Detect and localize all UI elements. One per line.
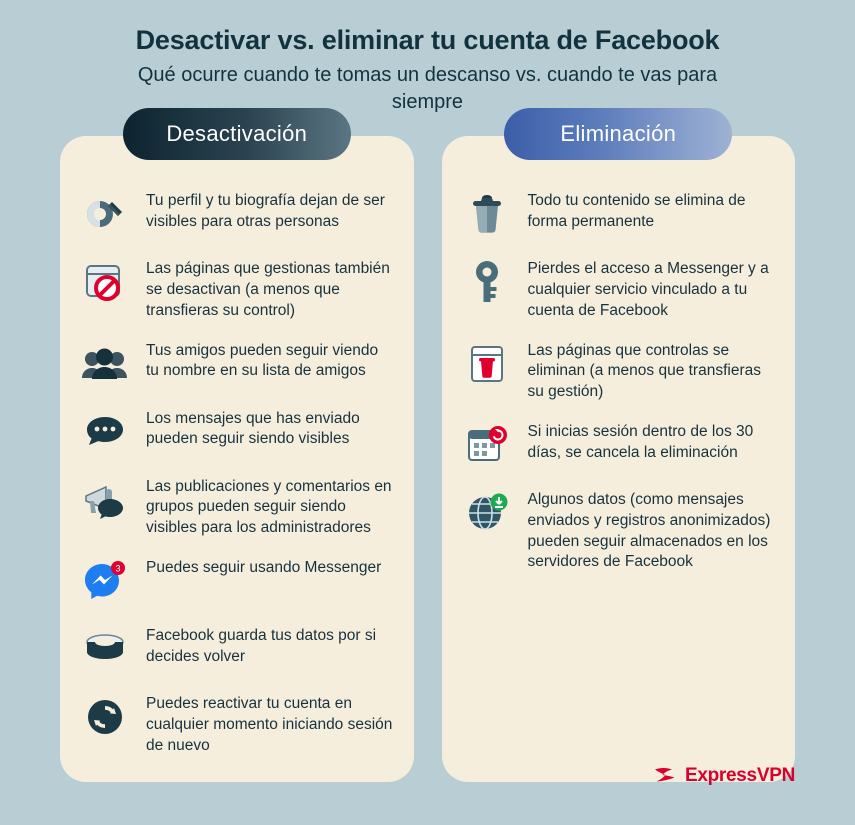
messenger-badge-icon <box>76 555 134 607</box>
calendar-cancel-icon <box>458 419 516 471</box>
list-item-text: Tus amigos pueden seguir viendo tu nombre en su lista de amigos <box>146 341 379 380</box>
list-item-text: Las páginas que gestionas también se desactivan (a menos que transfieras su control) <box>146 260 390 319</box>
column-delete <box>442 121 796 782</box>
list-item-text: Puedes reactivar tu cuenta en cualquier momento iniciando sesión de nuevo <box>146 694 393 754</box>
column-header-delete-label: Eliminación <box>560 121 677 147</box>
list-item <box>458 188 776 240</box>
header <box>0 0 855 116</box>
page-title: Desactivar vs. eliminar tu cuenta de Facebook <box>135 25 720 55</box>
friends-group-icon <box>76 338 134 390</box>
list-item <box>76 188 394 240</box>
list-item-text: Tu perfil y tu biografía dejan de ser visibles para otras personas <box>146 192 385 231</box>
trash-bin-icon <box>458 188 516 240</box>
list-item-text: Las páginas que controlas se eliminan (a menos que transfieras su gestión) <box>527 341 761 401</box>
expressvpn-logo-icon <box>652 763 678 789</box>
list-item <box>76 623 394 675</box>
list-item <box>76 406 394 458</box>
server-globe-icon <box>458 487 516 539</box>
list-item <box>76 691 394 756</box>
column-header-delete <box>504 108 732 160</box>
megaphone-comment-icon <box>76 474 134 526</box>
page-delete-icon <box>458 338 516 390</box>
chat-bubbles-icon <box>76 406 134 458</box>
list-item-text: Las publicaciones y comentarios en grupos pueden seguir siendo visibles para los administradores <box>146 477 392 537</box>
list-item-text: Todo tu contenido se elimina de forma permanente <box>527 192 746 231</box>
list-item-text: Facebook guarda tus datos por si decides volver <box>146 626 377 665</box>
column-header-deactivate-label: Desactivación <box>166 121 308 147</box>
messenger-badge-count: 3 <box>115 563 121 574</box>
page-subtitle: Qué ocurre cuando te tomas un descanso vs. cuando te vas para siempre <box>137 64 718 114</box>
list-item <box>76 338 394 390</box>
list-item <box>458 338 776 403</box>
list-item-text: Algunos datos (como mensajes enviados y registros anonimizados) pueden seguir almacenados en los servidores de Facebook <box>527 490 771 571</box>
brand-name: ExpressVPN <box>684 765 795 786</box>
footer-logo <box>652 763 795 789</box>
list-item-text: Pierdes el acceso a Messenger y a cualquier servicio vinculado a tu cuenta de Facebook <box>527 260 769 319</box>
reactivate-refresh-icon <box>76 691 134 743</box>
list-item <box>76 555 394 607</box>
list-item-text: Los mensajes que has enviado pueden seguir siendo visibles <box>146 409 360 448</box>
column-deactivate <box>60 121 414 782</box>
comparison-columns <box>0 121 855 782</box>
list-item <box>458 419 776 471</box>
list-item-text: Si inicias sesión dentro de los 30 días, se cancela la eliminación <box>527 422 754 461</box>
list-item-text: Puedes seguir usando Messenger <box>146 558 382 576</box>
list-item <box>76 256 394 321</box>
profile-hidden-icon <box>76 188 134 240</box>
data-storage-icon <box>76 623 134 675</box>
key-access-icon <box>458 256 516 308</box>
page-blocked-icon <box>76 256 134 308</box>
list-item <box>458 256 776 321</box>
list-item <box>76 474 394 539</box>
column-header-deactivate <box>123 108 351 160</box>
list-item <box>458 487 776 573</box>
